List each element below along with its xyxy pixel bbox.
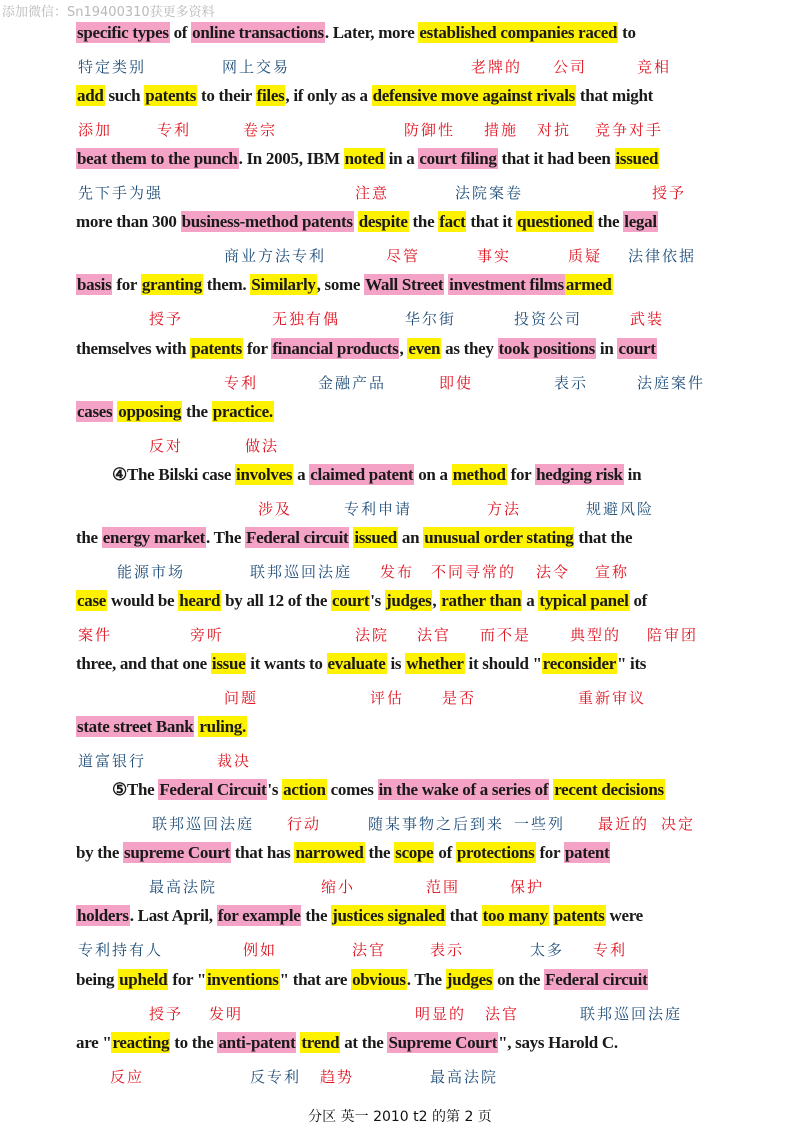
yellow-highlighted-term: protections [456, 843, 535, 863]
pink-highlighted-term: business-method patents [181, 212, 353, 232]
yellow-highlighted-term: too many [482, 906, 548, 926]
plain-text: , some [316, 275, 365, 295]
plain-text: three, and that one [76, 654, 211, 673]
yellow-highlighted-term: fact [439, 212, 466, 232]
yellow-highlighted-term: upheld [119, 969, 168, 989]
plain-text: , if only as a [285, 86, 372, 106]
chinese-annotation-line [0, 747, 800, 775]
red-chinese-gloss: 专利 [157, 121, 192, 140]
english-text-line [76, 208, 790, 240]
red-chinese-gloss: 发布 [380, 562, 415, 581]
yellow-highlighted-term: evaluate [327, 654, 386, 673]
red-chinese-gloss: 例如 [243, 941, 278, 960]
english-text-line [76, 335, 790, 367]
pink-highlighted-term: Wall Street [365, 275, 444, 295]
chinese-annotation-line [0, 242, 800, 270]
plain-text: that it [466, 212, 517, 232]
plain-text: to the [170, 1032, 218, 1052]
plain-text: . Later, more [324, 23, 419, 42]
red-chinese-gloss: 对抗 [537, 121, 572, 140]
pink-highlighted-term: Federal circuit [246, 527, 349, 547]
plain-text: being [76, 969, 119, 989]
plain-text: it wants to [246, 654, 327, 673]
red-chinese-gloss: 明显的 [415, 1004, 467, 1023]
blue-chinese-gloss: 规避风险 [586, 499, 655, 518]
blue-chinese-gloss: 反专利 [250, 1067, 302, 1086]
plain-text: that [445, 906, 482, 926]
pink-highlighted-term: anti-patent [218, 1032, 296, 1052]
red-chinese-gloss: 授予 [149, 1004, 184, 1023]
yellow-highlighted-term: files [256, 86, 285, 106]
plain-text: are " [76, 1032, 112, 1052]
red-chinese-gloss: 添加 [78, 121, 113, 140]
english-text-line [76, 966, 790, 998]
plain-text: on the [493, 969, 545, 989]
plain-text: that it had been [497, 149, 615, 169]
blue-chinese-gloss: 太多 [530, 941, 565, 960]
blue-chinese-gloss: 金融产品 [318, 373, 387, 392]
pink-highlighted-term: court [618, 338, 656, 358]
plain-text: in [595, 338, 618, 358]
yellow-highlighted-term: rather than [441, 590, 522, 610]
yellow-highlighted-term: inventions [206, 969, 279, 989]
yellow-highlighted-term: judges [385, 590, 432, 610]
plain-text: 's [370, 590, 385, 610]
plain-text: , [432, 590, 441, 610]
pink-highlighted-term: in the wake of a series of [378, 780, 549, 800]
red-chinese-gloss: 发明 [209, 1004, 244, 1023]
pink-highlighted-term: Supreme Court [388, 1032, 498, 1052]
pink-highlighted-term: online transactions [192, 23, 324, 42]
red-chinese-gloss: 行动 [287, 815, 322, 834]
pink-highlighted-term: specific types [77, 23, 169, 42]
red-chinese-gloss: 防御性 [404, 121, 456, 140]
yellow-highlighted-term: involves [236, 464, 293, 484]
plain-text: by the [76, 843, 124, 863]
yellow-highlighted-term: armed [565, 275, 612, 295]
blue-chinese-gloss: 专利申请 [344, 499, 413, 518]
yellow-highlighted-term: narrowed [295, 843, 364, 863]
plain-text: more than 300 [76, 212, 181, 232]
red-chinese-gloss: 法令 [536, 562, 571, 581]
english-text-line [76, 902, 790, 934]
page-footer: 分区 英一 2010 t2 的第 2 页 [308, 1109, 492, 1125]
blue-chinese-gloss: 能源市场 [117, 562, 186, 581]
english-text-line [76, 839, 790, 871]
red-chinese-gloss: 授予 [149, 310, 184, 329]
red-chinese-gloss: 竞争对手 [595, 121, 664, 140]
plain-text: them. [202, 275, 251, 295]
yellow-highlighted-term: patents [145, 86, 197, 106]
english-text-line [76, 271, 790, 303]
pink-highlighted-term: beat them to the punch [77, 149, 238, 169]
yellow-highlighted-term: judges [446, 969, 493, 989]
yellow-highlighted-term: scope [395, 843, 434, 863]
plain-text: a [293, 464, 310, 484]
red-chinese-gloss: 法官 [352, 941, 387, 960]
yellow-highlighted-term: heard [179, 590, 221, 610]
plain-text: of [434, 843, 456, 863]
yellow-highlighted-term: established companies raced [419, 23, 618, 42]
chinese-annotation-line [0, 179, 800, 207]
chinese-annotation-line [0, 53, 800, 81]
yellow-highlighted-term: justices signaled [332, 906, 445, 926]
plain-text: . In 2005, IBM [238, 149, 344, 169]
pink-highlighted-term: financial products [272, 338, 399, 358]
yellow-highlighted-term: issue [211, 654, 246, 673]
blue-chinese-gloss: 投资公司 [514, 310, 583, 329]
plain-text: the [76, 527, 102, 547]
yellow-highlighted-term: reacting [112, 1032, 170, 1052]
blue-chinese-gloss: 华尔街 [405, 310, 457, 329]
plain-text: of [629, 590, 648, 610]
red-chinese-gloss: 竞相 [637, 58, 672, 76]
plain-text: that the [574, 527, 633, 547]
yellow-highlighted-term: patents [553, 906, 605, 926]
english-text-line [76, 1029, 790, 1061]
blue-chinese-gloss: 商业方法专利 [224, 247, 327, 266]
red-chinese-gloss: 法官 [485, 1004, 520, 1023]
red-chinese-gloss: 趋势 [320, 1067, 355, 1086]
blue-chinese-gloss: 联邦巡回法庭 [152, 815, 255, 834]
yellow-highlighted-term: recent decisions [554, 780, 664, 800]
red-chinese-gloss: 做法 [245, 436, 280, 455]
red-chinese-gloss: 典型的 [570, 625, 622, 644]
pink-highlighted-term: Federal Circuit [159, 780, 267, 800]
pink-highlighted-term: Federal circuit [545, 969, 648, 989]
chinese-annotation-line [0, 1000, 800, 1028]
english-text-line [76, 587, 790, 619]
plain-text: it should " [464, 654, 542, 673]
chinese-annotation-line [0, 936, 800, 964]
english-text-line [76, 398, 790, 430]
red-chinese-gloss: 质疑 [568, 247, 603, 266]
blue-chinese-gloss: 最高法院 [149, 878, 218, 897]
pink-highlighted-term: cases [77, 401, 113, 421]
english-text-line [76, 524, 790, 556]
yellow-highlighted-term: court [332, 590, 370, 610]
yellow-highlighted-term: case [77, 590, 107, 610]
red-chinese-gloss: 公司 [553, 58, 588, 76]
red-chinese-gloss: 老牌的 [471, 58, 523, 76]
red-chinese-gloss: 重新审议 [578, 689, 647, 707]
yellow-highlighted-term: whether [406, 654, 464, 673]
red-chinese-gloss: 武装 [630, 310, 665, 329]
red-chinese-gloss: 评估 [370, 689, 405, 707]
blue-chinese-gloss: 网上交易 [222, 58, 291, 76]
chinese-annotation-line [0, 1063, 800, 1091]
red-chinese-gloss: 最近的 [598, 815, 650, 834]
plain-text: for [535, 843, 564, 863]
pink-highlighted-term: basis [77, 275, 112, 295]
red-chinese-gloss: 专利 [224, 373, 259, 392]
red-chinese-gloss: 表示 [430, 941, 465, 960]
english-text-line [76, 82, 790, 114]
pink-highlighted-term: claimed patent [310, 464, 414, 484]
red-chinese-gloss: 反对 [149, 436, 184, 455]
blue-chinese-gloss: 法院案卷 [455, 184, 524, 203]
red-chinese-gloss: 范围 [426, 878, 461, 897]
blue-chinese-gloss: 一些列 [514, 815, 566, 834]
chinese-annotation-line [0, 684, 800, 712]
plain-text: such [104, 86, 145, 106]
plain-text: for [242, 338, 272, 358]
yellow-highlighted-term: noted [344, 149, 384, 169]
red-chinese-gloss: 陪审团 [647, 625, 699, 644]
red-chinese-gloss: 缩小 [321, 878, 356, 897]
plain-text: " its [616, 654, 647, 673]
plain-text: on a [414, 464, 452, 484]
red-chinese-gloss: 旁听 [190, 625, 225, 644]
plain-text: " that are [279, 969, 352, 989]
plain-text: to [618, 23, 636, 42]
red-chinese-gloss: 无独有偶 [272, 310, 341, 329]
blue-chinese-gloss: 道富银行 [78, 752, 147, 771]
plain-text: would be [107, 590, 179, 610]
plain-text: , [399, 338, 408, 358]
plain-text: for [112, 275, 141, 295]
english-text-line [112, 461, 790, 493]
yellow-highlighted-term: despite [358, 212, 408, 232]
plain-text: at the [340, 1032, 388, 1052]
plain-text: that has [230, 843, 295, 863]
red-chinese-gloss: 问题 [224, 689, 259, 707]
blue-chinese-gloss: 先下手为强 [78, 184, 164, 203]
red-chinese-gloss: 授予 [652, 184, 687, 203]
plain-text: by all 12 of the [221, 590, 332, 610]
red-chinese-gloss: 措施 [484, 121, 519, 140]
plain-text: ④The Bilski case [112, 464, 236, 484]
red-chinese-gloss: 而不是 [480, 625, 532, 644]
red-chinese-gloss: 决定 [661, 815, 696, 834]
pink-highlighted-term: took positions [498, 338, 595, 358]
red-chinese-gloss: 法院 [355, 625, 390, 644]
plain-text: as they [441, 338, 498, 358]
yellow-highlighted-term: typical panel [539, 590, 629, 610]
yellow-highlighted-term: obvious [352, 969, 406, 989]
chinese-annotation-line [0, 369, 800, 397]
pink-highlighted-term: energy market [102, 527, 206, 547]
chinese-annotation-line [0, 873, 800, 901]
red-chinese-gloss: 是否 [442, 689, 477, 707]
red-chinese-gloss: 宣称 [595, 562, 630, 581]
plain-text: . Last April, [129, 906, 217, 926]
english-text-line [76, 19, 790, 51]
yellow-highlighted-term: action [283, 780, 326, 800]
red-chinese-gloss: 法官 [417, 625, 452, 644]
plain-text: 's [267, 780, 283, 800]
chinese-annotation-line [0, 116, 800, 144]
red-chinese-gloss: 不同寻常的 [431, 562, 517, 581]
plain-text: in a [384, 149, 419, 169]
pink-highlighted-term: investment films [449, 275, 564, 295]
plain-text: in [623, 464, 642, 484]
blue-chinese-gloss: 最高法院 [430, 1067, 499, 1086]
english-text-line [76, 650, 790, 682]
blue-chinese-gloss: 联邦巡回法庭 [580, 1004, 683, 1023]
pink-highlighted-term: hedging risk [536, 464, 623, 484]
red-chinese-gloss: 保护 [510, 878, 545, 897]
red-chinese-gloss: 专利 [593, 941, 628, 960]
blue-chinese-gloss: 随某事物之后到来 [368, 815, 505, 834]
yellow-highlighted-term: trend [301, 1032, 340, 1052]
yellow-highlighted-term: patents [191, 338, 242, 358]
plain-text: the [301, 906, 332, 926]
plain-text: for [506, 464, 536, 484]
pink-highlighted-term: for example [217, 906, 301, 926]
plain-text: ", says Harold C. [498, 1032, 618, 1052]
yellow-highlighted-term: even [408, 338, 441, 358]
yellow-highlighted-term: unusual order stating [424, 527, 574, 547]
watermark-text: 添加微信：Sn19400310获更多资料 [2, 5, 215, 20]
pink-highlighted-term: holders [77, 906, 129, 926]
plain-text: the [364, 843, 395, 863]
red-chinese-gloss: 案件 [78, 625, 113, 644]
yellow-highlighted-term: practice. [212, 401, 273, 421]
chinese-annotation-line [0, 305, 800, 333]
blue-chinese-gloss: 法律依据 [628, 247, 697, 266]
pink-highlighted-term: legal [624, 212, 657, 232]
red-chinese-gloss: 涉及 [258, 499, 293, 518]
yellow-highlighted-term: reconsider [542, 654, 616, 673]
plain-text: . The [406, 969, 446, 989]
chinese-annotation-line [0, 621, 800, 649]
english-text-line [112, 776, 790, 808]
yellow-highlighted-term: granting [141, 275, 202, 295]
red-chinese-gloss: 方法 [487, 499, 522, 518]
red-chinese-gloss: 尽管 [386, 247, 421, 266]
plain-text: the [408, 212, 439, 232]
blue-chinese-gloss: 联邦巡回法庭 [250, 562, 353, 581]
english-text-line [76, 713, 790, 745]
red-chinese-gloss: 反应 [110, 1067, 145, 1086]
pink-highlighted-term: patent [564, 843, 610, 863]
plain-text: . The [206, 527, 246, 547]
plain-text: that might [575, 86, 653, 106]
chinese-annotation-line [0, 558, 800, 586]
plain-text: were [605, 906, 643, 926]
red-chinese-gloss: 即使 [439, 373, 474, 392]
red-chinese-gloss: 卷宗 [243, 121, 278, 140]
red-chinese-gloss: 裁决 [217, 752, 252, 771]
plain-text: the [593, 212, 624, 232]
yellow-highlighted-term: method [452, 464, 506, 484]
plain-text: of [169, 23, 192, 42]
plain-text: the [182, 401, 212, 421]
pink-highlighted-term: state street Bank [77, 717, 194, 737]
plain-text: to their [197, 86, 256, 106]
yellow-highlighted-term: defensive move against rivals [372, 86, 575, 106]
blue-chinese-gloss: 表示 [554, 373, 589, 392]
plain-text: ⑤The [112, 780, 159, 800]
red-chinese-gloss: 注意 [355, 184, 390, 203]
yellow-highlighted-term: issued [354, 527, 397, 547]
yellow-highlighted-term: issued [615, 149, 659, 169]
yellow-highlighted-term: Similarly [251, 275, 316, 295]
chinese-annotation-line [0, 495, 800, 523]
blue-chinese-gloss: 法庭案件 [637, 373, 706, 392]
plain-text: an [397, 527, 424, 547]
yellow-highlighted-term: add [77, 86, 104, 106]
yellow-highlighted-term: opposing [118, 401, 182, 421]
plain-text: themselves with [76, 338, 191, 358]
pink-highlighted-term: supreme Court [124, 843, 230, 863]
blue-chinese-gloss: 专利持有人 [78, 941, 164, 960]
plain-text: is [386, 654, 406, 673]
yellow-highlighted-term: ruling. [199, 717, 246, 737]
plain-text: for " [168, 969, 206, 989]
yellow-highlighted-term: questioned [517, 212, 593, 232]
pink-highlighted-term: court filing [419, 149, 497, 169]
plain-text: comes [326, 780, 378, 800]
english-text-line [76, 145, 790, 177]
chinese-annotation-line [0, 810, 800, 838]
blue-chinese-gloss: 特定类别 [78, 58, 147, 76]
chinese-annotation-line [0, 432, 800, 460]
plain-text: a [522, 590, 539, 610]
red-chinese-gloss: 事实 [477, 247, 512, 266]
